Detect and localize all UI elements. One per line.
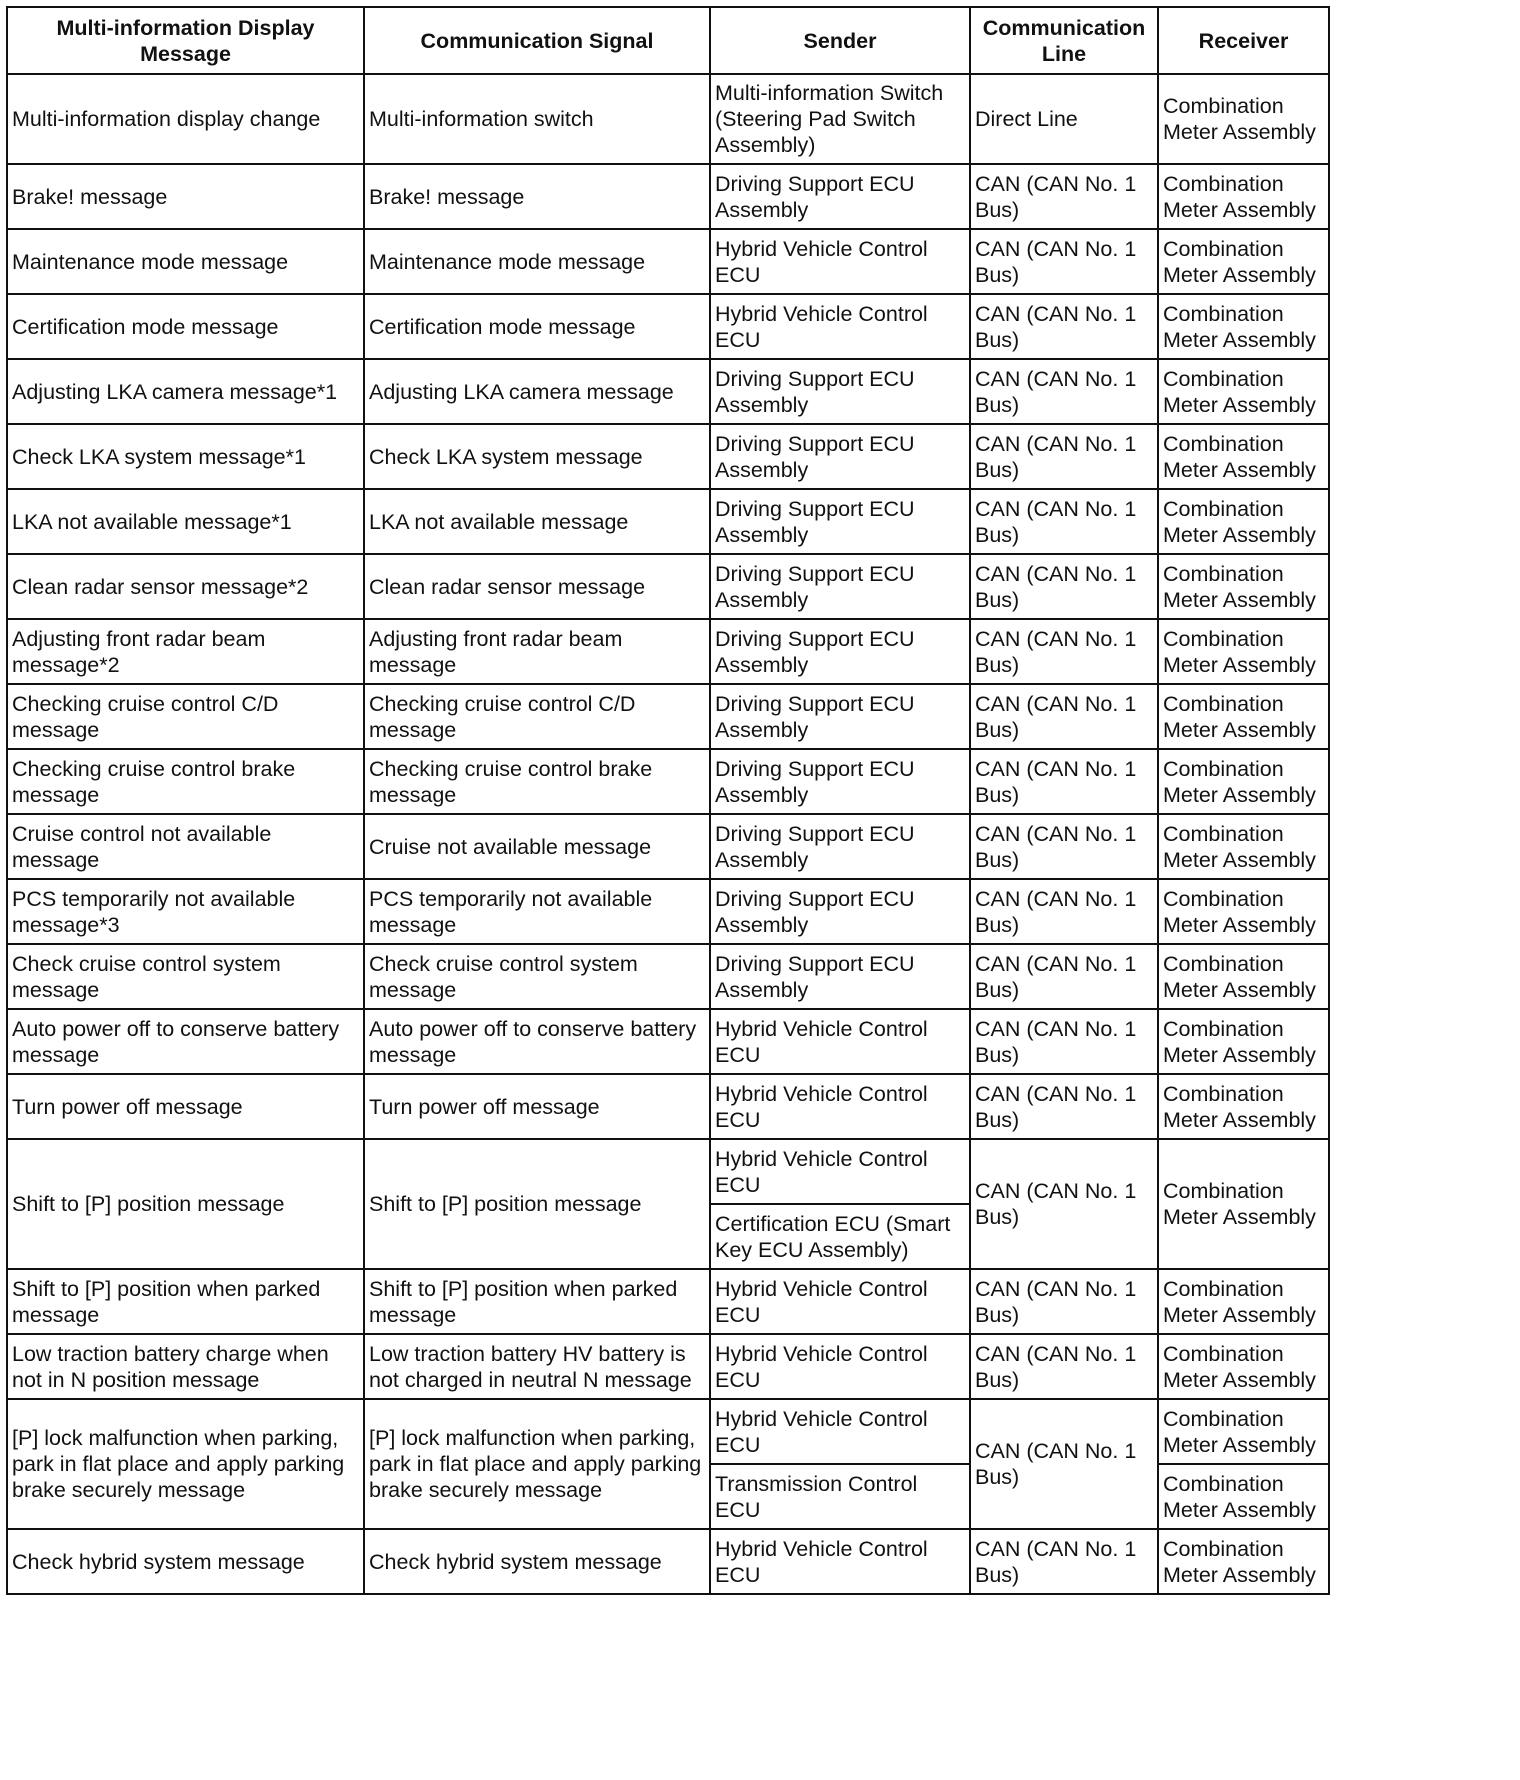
receiver-cell: Combination Meter Assembly — [1158, 944, 1329, 1009]
line-cell: CAN (CAN No. 1 Bus) — [970, 1074, 1158, 1139]
signal-cell: LKA not available message — [364, 489, 710, 554]
line-cell: CAN (CAN No. 1 Bus) — [970, 684, 1158, 749]
sender-cell: Driving Support ECU Assembly — [710, 359, 970, 424]
line-cell: CAN (CAN No. 1 Bus) — [970, 424, 1158, 489]
signal-cell: Check hybrid system message — [364, 1529, 710, 1594]
receiver-cell: Combination Meter Assembly — [1158, 74, 1329, 164]
sender-cell: Hybrid Vehicle Control ECU — [710, 1269, 970, 1334]
line-cell: CAN (CAN No. 1 Bus) — [970, 164, 1158, 229]
line-cell: CAN (CAN No. 1 Bus) — [970, 944, 1158, 1009]
signal-cell: Maintenance mode message — [364, 229, 710, 294]
signal-cell: Shift to [P] position when parked message — [364, 1269, 710, 1334]
table-row — [7, 164, 1329, 229]
table-row — [7, 944, 1329, 1009]
message-cell: Adjusting front radar beam message*2 — [7, 619, 364, 684]
signal-cell: Turn power off message — [364, 1074, 710, 1139]
table-row — [7, 1334, 1329, 1399]
message-cell: [P] lock malfunction when parking, park in flat place and apply parking brake securely message — [7, 1399, 364, 1529]
sender-cell: Certification ECU (Smart Key ECU Assembly) — [710, 1204, 970, 1269]
receiver-cell: Combination Meter Assembly — [1158, 554, 1329, 619]
line-cell: CAN (CAN No. 1 Bus) — [970, 554, 1158, 619]
table-row — [7, 1529, 1329, 1594]
message-cell: Auto power off to conserve battery message — [7, 1009, 364, 1074]
sender-cell: Transmission Control ECU — [710, 1464, 970, 1529]
receiver-cell: Combination Meter Assembly — [1158, 1399, 1329, 1464]
line-cell: CAN (CAN No. 1 Bus) — [970, 1529, 1158, 1594]
line-cell: CAN (CAN No. 1 Bus) — [970, 489, 1158, 554]
receiver-cell: Combination Meter Assembly — [1158, 424, 1329, 489]
header-signal: Communication Signal — [364, 7, 710, 74]
sender-cell: Hybrid Vehicle Control ECU — [710, 1009, 970, 1074]
message-cell: Check hybrid system message — [7, 1529, 364, 1594]
receiver-cell: Combination Meter Assembly — [1158, 1529, 1329, 1594]
table-row — [7, 1074, 1329, 1139]
sender-cell: Driving Support ECU Assembly — [710, 489, 970, 554]
header-message: Multi-information Display Message — [7, 7, 364, 74]
table-row — [7, 489, 1329, 554]
table-header — [7, 7, 1329, 74]
message-cell: Low traction battery charge when not in N position message — [7, 1334, 364, 1399]
signal-cell: Checking cruise control C/D message — [364, 684, 710, 749]
line-cell: CAN (CAN No. 1 Bus) — [970, 359, 1158, 424]
sender-cell: Driving Support ECU Assembly — [710, 554, 970, 619]
header-receiver: Receiver — [1158, 7, 1329, 74]
signal-cell: [P] lock malfunction when parking, park in flat place and apply parking brake securely message — [364, 1399, 710, 1529]
table-row — [7, 1009, 1329, 1074]
sender-cell: Multi-information Switch (Steering Pad Switch Assembly) — [710, 74, 970, 164]
table-row — [7, 294, 1329, 359]
signal-cell: Low traction battery HV battery is not charged in neutral N message — [364, 1334, 710, 1399]
message-cell: Check cruise control system message — [7, 944, 364, 1009]
line-cell: CAN (CAN No. 1 Bus) — [970, 749, 1158, 814]
table-row — [7, 229, 1329, 294]
receiver-cell: Combination Meter Assembly — [1158, 1139, 1329, 1269]
line-cell: CAN (CAN No. 1 Bus) — [970, 1399, 1158, 1529]
sender-cell: Driving Support ECU Assembly — [710, 684, 970, 749]
line-cell: CAN (CAN No. 1 Bus) — [970, 619, 1158, 684]
line-cell: CAN (CAN No. 1 Bus) — [970, 1334, 1158, 1399]
communication-table — [6, 6, 1330, 1595]
signal-cell: Clean radar sensor message — [364, 554, 710, 619]
message-cell: Adjusting LKA camera message*1 — [7, 359, 364, 424]
table-row — [7, 554, 1329, 619]
sender-cell: Driving Support ECU Assembly — [710, 879, 970, 944]
signal-cell: Multi-information switch — [364, 74, 710, 164]
signal-cell: Adjusting front radar beam message — [364, 619, 710, 684]
receiver-cell: Combination Meter Assembly — [1158, 1334, 1329, 1399]
receiver-cell: Combination Meter Assembly — [1158, 1464, 1329, 1529]
signal-cell: Check LKA system message — [364, 424, 710, 489]
sender-cell: Driving Support ECU Assembly — [710, 164, 970, 229]
receiver-cell: Combination Meter Assembly — [1158, 1269, 1329, 1334]
signal-cell: Cruise not available message — [364, 814, 710, 879]
message-cell: Shift to [P] position when parked message — [7, 1269, 364, 1334]
receiver-cell: Combination Meter Assembly — [1158, 489, 1329, 554]
receiver-cell: Combination Meter Assembly — [1158, 619, 1329, 684]
sender-cell: Hybrid Vehicle Control ECU — [710, 1334, 970, 1399]
sender-cell: Hybrid Vehicle Control ECU — [710, 294, 970, 359]
receiver-cell: Combination Meter Assembly — [1158, 164, 1329, 229]
signal-cell: Certification mode message — [364, 294, 710, 359]
line-cell: CAN (CAN No. 1 Bus) — [970, 1009, 1158, 1074]
message-cell: Brake! message — [7, 164, 364, 229]
sender-cell: Hybrid Vehicle Control ECU — [710, 1139, 970, 1204]
message-cell: Clean radar sensor message*2 — [7, 554, 364, 619]
signal-cell: Checking cruise control brake message — [364, 749, 710, 814]
message-cell: PCS temporarily not available message*3 — [7, 879, 364, 944]
signal-cell: Shift to [P] position message — [364, 1139, 710, 1269]
sender-cell: Driving Support ECU Assembly — [710, 619, 970, 684]
signal-cell: Brake! message — [364, 164, 710, 229]
table-row — [7, 74, 1329, 164]
receiver-cell: Combination Meter Assembly — [1158, 1074, 1329, 1139]
table-row — [7, 879, 1329, 944]
message-cell: Check LKA system message*1 — [7, 424, 364, 489]
table-row — [7, 424, 1329, 489]
header-sender: Sender — [710, 7, 970, 74]
sender-cell: Driving Support ECU Assembly — [710, 424, 970, 489]
sender-cell: Driving Support ECU Assembly — [710, 814, 970, 879]
receiver-cell: Combination Meter Assembly — [1158, 229, 1329, 294]
sender-cell: Driving Support ECU Assembly — [710, 944, 970, 1009]
line-cell: CAN (CAN No. 1 Bus) — [970, 229, 1158, 294]
message-cell: Checking cruise control C/D message — [7, 684, 364, 749]
receiver-cell: Combination Meter Assembly — [1158, 294, 1329, 359]
signal-cell: PCS temporarily not available message — [364, 879, 710, 944]
table-row — [7, 1269, 1329, 1334]
table-row — [7, 814, 1329, 879]
message-cell: Checking cruise control brake message — [7, 749, 364, 814]
table-row — [7, 1399, 1329, 1464]
line-cell: CAN (CAN No. 1 Bus) — [970, 294, 1158, 359]
receiver-cell: Combination Meter Assembly — [1158, 359, 1329, 424]
signal-cell: Auto power off to conserve battery message — [364, 1009, 710, 1074]
receiver-cell: Combination Meter Assembly — [1158, 814, 1329, 879]
sender-cell: Hybrid Vehicle Control ECU — [710, 229, 970, 294]
table-row — [7, 684, 1329, 749]
signal-cell: Adjusting LKA camera message — [364, 359, 710, 424]
message-cell: Cruise control not available message — [7, 814, 364, 879]
message-cell: Shift to [P] position message — [7, 1139, 364, 1269]
table-body — [7, 74, 1329, 1594]
receiver-cell: Combination Meter Assembly — [1158, 879, 1329, 944]
sender-cell: Hybrid Vehicle Control ECU — [710, 1529, 970, 1594]
message-cell: Certification mode message — [7, 294, 364, 359]
message-cell: Maintenance mode message — [7, 229, 364, 294]
sender-cell: Hybrid Vehicle Control ECU — [710, 1074, 970, 1139]
sender-cell: Driving Support ECU Assembly — [710, 749, 970, 814]
receiver-cell: Combination Meter Assembly — [1158, 684, 1329, 749]
signal-cell: Check cruise control system message — [364, 944, 710, 1009]
message-cell: LKA not available message*1 — [7, 489, 364, 554]
line-cell: CAN (CAN No. 1 Bus) — [970, 1269, 1158, 1334]
receiver-cell: Combination Meter Assembly — [1158, 1009, 1329, 1074]
line-cell: CAN (CAN No. 1 Bus) — [970, 1139, 1158, 1269]
line-cell: CAN (CAN No. 1 Bus) — [970, 814, 1158, 879]
table-row — [7, 619, 1329, 684]
line-cell: Direct Line — [970, 74, 1158, 164]
message-cell: Turn power off message — [7, 1074, 364, 1139]
line-cell: CAN (CAN No. 1 Bus) — [970, 879, 1158, 944]
table-row — [7, 749, 1329, 814]
receiver-cell: Combination Meter Assembly — [1158, 749, 1329, 814]
table-row — [7, 359, 1329, 424]
message-cell: Multi-information display change — [7, 74, 364, 164]
header-line: Communication Line — [970, 7, 1158, 74]
table-row — [7, 1139, 1329, 1204]
sender-cell: Hybrid Vehicle Control ECU — [710, 1399, 970, 1464]
